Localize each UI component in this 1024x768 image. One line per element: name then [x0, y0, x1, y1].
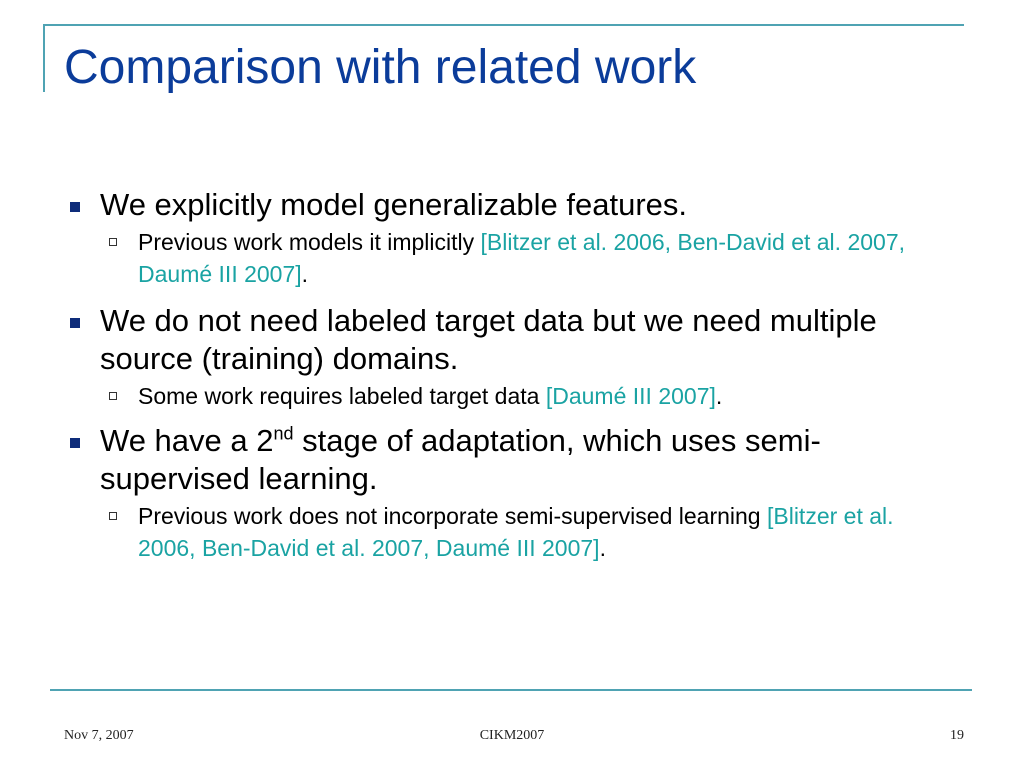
sub-bullet-3-end: . — [599, 535, 606, 561]
footer-page-number: 19 — [950, 728, 964, 743]
bullet-3-text-after: stage of adaptation, which uses semi-supervised learning. — [100, 423, 821, 496]
bullet-3-superscript: nd — [273, 423, 294, 444]
sub-bullet-3-text: Previous work does not incorporate semi-supervised learning — [138, 503, 767, 529]
square-bullet-icon — [70, 438, 80, 448]
sub-bullet-3 — [64, 500, 964, 564]
frame-left-line — [43, 24, 45, 92]
footer-date: Nov 7, 2007 — [64, 728, 134, 743]
hollow-square-bullet-icon — [109, 392, 117, 400]
bullet-2-text: We do not need labeled target data but we need multiple source (training) domains. — [100, 303, 877, 376]
sub-bullet-1 — [64, 226, 964, 290]
hollow-square-bullet-icon — [109, 238, 117, 246]
bullet-3-text-before: We have a 2 — [100, 423, 274, 458]
hollow-square-bullet-icon — [109, 512, 117, 520]
footer-venue: CIKM2007 — [479, 728, 545, 743]
footer-divider — [50, 689, 972, 691]
square-bullet-icon — [70, 202, 80, 212]
bullet-1-text: We explicitly model generalizable features. — [100, 187, 688, 222]
slide-title: Comparison with related work — [64, 41, 697, 94]
sub-bullet-2-text: Some work requires labeled target data — [138, 383, 546, 409]
sub-bullet-1-end: . — [301, 261, 309, 287]
sub-bullet-1-text: Previous work models it implicitly — [138, 229, 481, 255]
bullet-1 — [64, 186, 964, 224]
sub-bullet-2-citation: [Daumé III 2007] — [545, 383, 716, 409]
sub-bullet-2 — [64, 380, 964, 412]
square-bullet-icon — [70, 318, 80, 328]
bullet-2 — [64, 302, 964, 378]
frame-top-line — [43, 24, 964, 26]
sub-bullet-1-citation: [Blitzer et al. 2006, Ben-David et al. 2007, Daumé III 2007] — [138, 229, 905, 287]
sub-bullet-3-citation: [Blitzer et al. 2006, Ben-David et al. 2007, Daumé III 2007] — [138, 503, 894, 561]
bullet-3 — [64, 422, 964, 498]
sub-bullet-2-end: . — [715, 383, 723, 409]
slide-content — [64, 186, 964, 564]
